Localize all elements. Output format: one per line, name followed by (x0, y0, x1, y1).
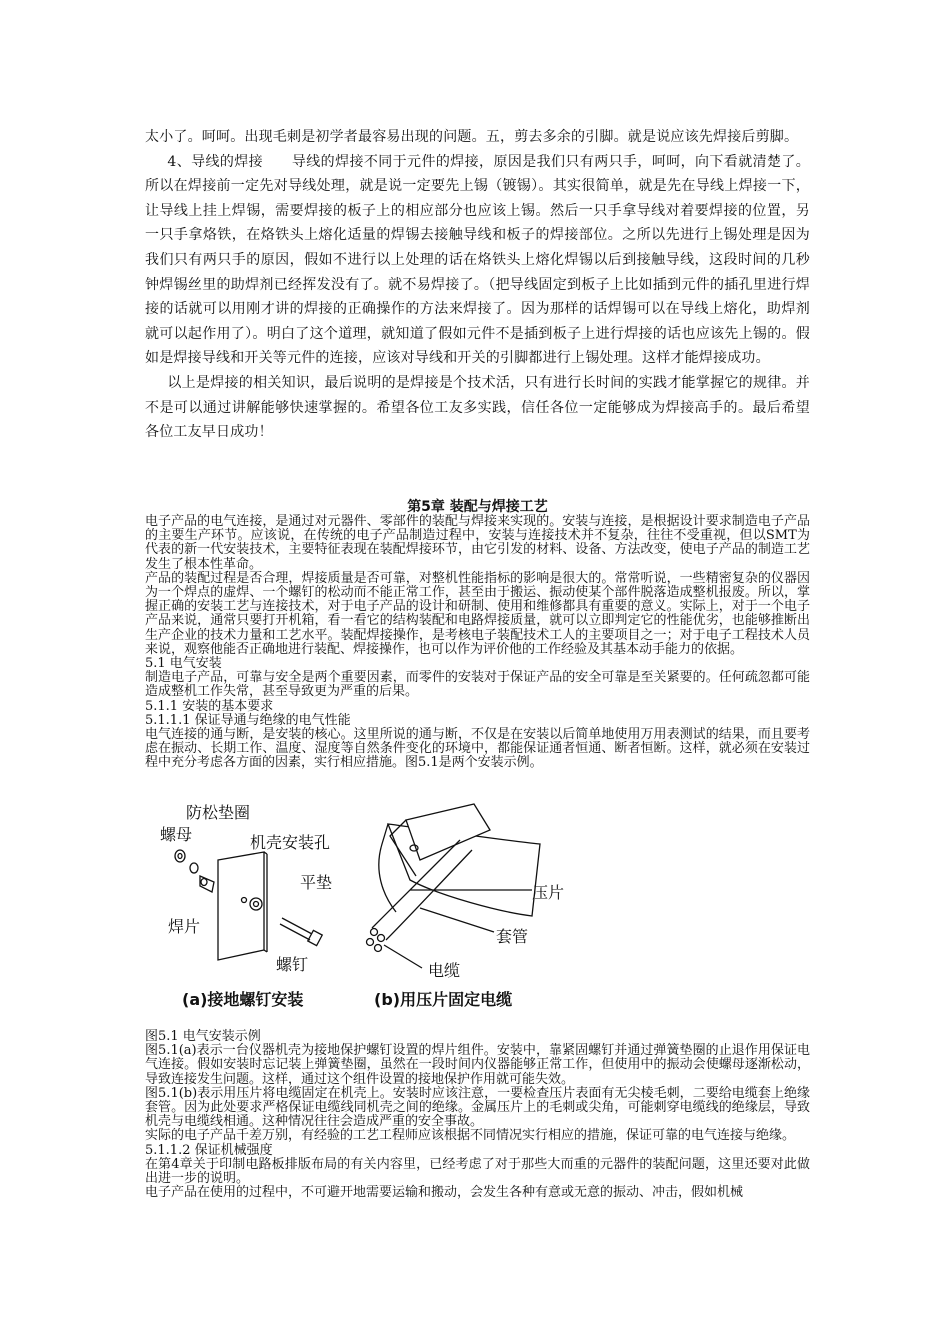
paragraph: 太小了。呵呵。出现毛刺是初学者最容易出现的问题。五，剪去多余的引脚。就是说应该先焊接后剪脚。 (145, 129, 799, 145)
section-heading: 5.1.1.1 保证导通与绝缘的电气性能 (145, 712, 351, 728)
ground-screw-illustration (175, 850, 322, 960)
figure-caption: 图5.1 电气安装示例 (145, 1029, 261, 1044)
chapter-title: 第5章 装配与焊接工艺 (407, 499, 548, 515)
caption-a: (a)接地螺钉安装 (182, 990, 304, 1009)
paragraph: 实际的电子产品千差万别，有经验的工艺工程师应该根据不同情况实行相应的措施，保证可靠的电气连接与绝缘。 (145, 1128, 796, 1144)
label-screw: 螺钉 (276, 955, 309, 974)
paragraph: 产品的装配过程是否合理，焊接质量是否可靠，对整机性能指标的影响是很大的。常常听说，一些精密复杂的仪器因为一个焊点的虚焊、一个螺钉的松动而不能正常工作，甚至由于搬运、振动使某个部件脱落造成整机报废。所以，掌握正确的安装工艺与连接技术，对于电子产品的设计和研制、使用和维修都具有重要的意义。实际上，对于一个电子产品来说，通常只要打开机箱，看一看它的结构装配和电路焊接质量，就可以立即判定它的性能优劣，也能够推断出生产企业的技术力量和工艺水平。装配焊接操作，是考核电子装配技术工人的主要项目之一；对于电子工程技术人员来说，观察他能否正确地进行装配、焊接操作，也可以作为评价他的工作经验及其基本动手能力的依据。 (145, 570, 810, 657)
paragraph: 图5.1(a)表示一台仪器机壳为接地保护螺钉设置的焊片组件。安装中，靠紧固螺钉并通过弹簧垫圈的止退作用保证电气连接。假如安装时忘记装上弹簧垫圈，虽然在一段时间内仪器能够正常工作，但使用中的振动会使螺母逐渐松动，导致连接发生问题。这样，通过这个组件设置的接地保护作用就可能失效。 (145, 1043, 810, 1087)
paragraph: 电子产品的电气连接，是通过对元器件、零部件的装配与焊接来实现的。安装与连接，是根据设计要求制造电子产品的主要生产环节。应该说，在传统的电子产品制造过程中，安装与连接技术并不复杂，往往不受重视，但以SMT为代表的新一代安装技术，主要特征表现在装配焊接环节，由它引发的材料、设备、方法改变，使电子产品的制造工艺发生了根本性革命。 (145, 514, 810, 572)
paragraph: 以上是焊接的相关知识，最后说明的是焊接是个技术活，只有进行长时间的实践才能掌握它的规律。并不是可以通过讲解能够快速掌握的。希望各位工友多实践，信任各位一定能够成为焊接高手的。最后希望各位工友早日成功！ (145, 374, 810, 441)
label-spring-washer: 防松垫圈 (186, 803, 251, 822)
label-clamp: 压片 (532, 883, 565, 902)
label-flat-washer: 平垫 (300, 873, 333, 892)
section-heading: 5.1 电气安装 (145, 656, 222, 672)
paragraph: 电子产品在使用的过程中，不可避开地需要运输和搬动，会发生各种有意或无意的振动、冲击，假如机械 (145, 1185, 744, 1201)
section-heading: 5.1.1.2 保证机械强度 (145, 1142, 273, 1158)
caption-b: (b)用压片固定电缆 (374, 990, 513, 1009)
paragraph: 在第4章关于印制电路板排版布局的有关内容里，已经考虑了对于那些大而重的元器件的装配问题，这里还要对此做出进一步的说明。 (145, 1156, 810, 1187)
paragraph: 电气连接的通与断，是安装的核心。这里所说的通与断，不仅是在安装以后简单地使用万用表测试的结果，而且要考虑在振动、长期工作、温度、湿度等自然条件变化的环境中，都能保证通者恒通、断者恒断。这样，就必须在安装过程中充分考虑各方面的因素，实行相应措施。图5.1是两个安装示例。 (145, 727, 810, 771)
paragraph: 图5.1(b)表示用压片将电缆固定在机壳上。安装时应该注意，一要检查压片表面有无尖棱毛刺，二要给电缆套上绝缘套管。因为此处要求严格保证电缆线同机壳之间的绝缘。金属压片上的毛刺或尖角，可能刺穿电缆线的绝缘层，导致机壳与电缆线相通。这种情况往往会造成严重的安全事故。 (145, 1085, 810, 1130)
label-nut: 螺母 (160, 825, 193, 844)
label-case-hole: 机壳安装孔 (250, 833, 331, 852)
section-soldering-text (145, 125, 810, 445)
section-heading: 5.1.1 安装的基本要求 (145, 698, 274, 714)
label-lug: 焊片 (168, 917, 201, 936)
label-sleeve: 套管 (496, 927, 529, 946)
paragraph: 4、导线的焊接 导线的焊接不同于元件的焊接，原因是我们只有两只手，呵呵，向下看就清楚了。所以在焊接前一定先对导线处理，就是说一定要先上锡（镀锡）。其实很简单，就是先在导线上焊接一下，让导线上挂上焊锡，需要焊接的板子上的相应部分也应该上锡。然后一只手拿导线对着要焊接的位置，另一只手拿烙铁，在烙铁头上熔化适量的焊锡去接触导线和板子的焊接部位。之所以先进行上锡处理是因为我们只有两只手的原因，假如不进行以上处理的话在烙铁头上熔化焊锡以后到接触导线，这段时间的几秒钟焊锡丝里的助焊剂已经挥发没有了。就不易焊接了。（把导线固定到板子上比如插到元件的插孔里进行焊接的话就可以用刚才讲的焊接的正确操作的方法来焊接了。因为那样的话焊锡可以在导线上熔化，助焊剂就可以起作用了）。明白了这个道理，就知道了假如元件不是插到板子上进行焊接的话也应该先上锡的。假如是焊接导线和开关等元件的连接，应该对导线和开关的引脚都进行上锡处理。这样才能焊接成功。 (145, 153, 810, 367)
chapter-body-bottom (145, 1030, 810, 1200)
paragraph: 制造电子产品，可靠与安全是两个重要因素，而零件的安装对于保证产品的安全可靠是至关紧要的。任何疏忽都可能造成整机工作失常，甚至导致更为严重的后果。 (145, 670, 810, 700)
figure-5-1 (160, 800, 565, 1022)
chapter-body-top (145, 515, 810, 771)
label-cable: 电缆 (428, 961, 461, 980)
